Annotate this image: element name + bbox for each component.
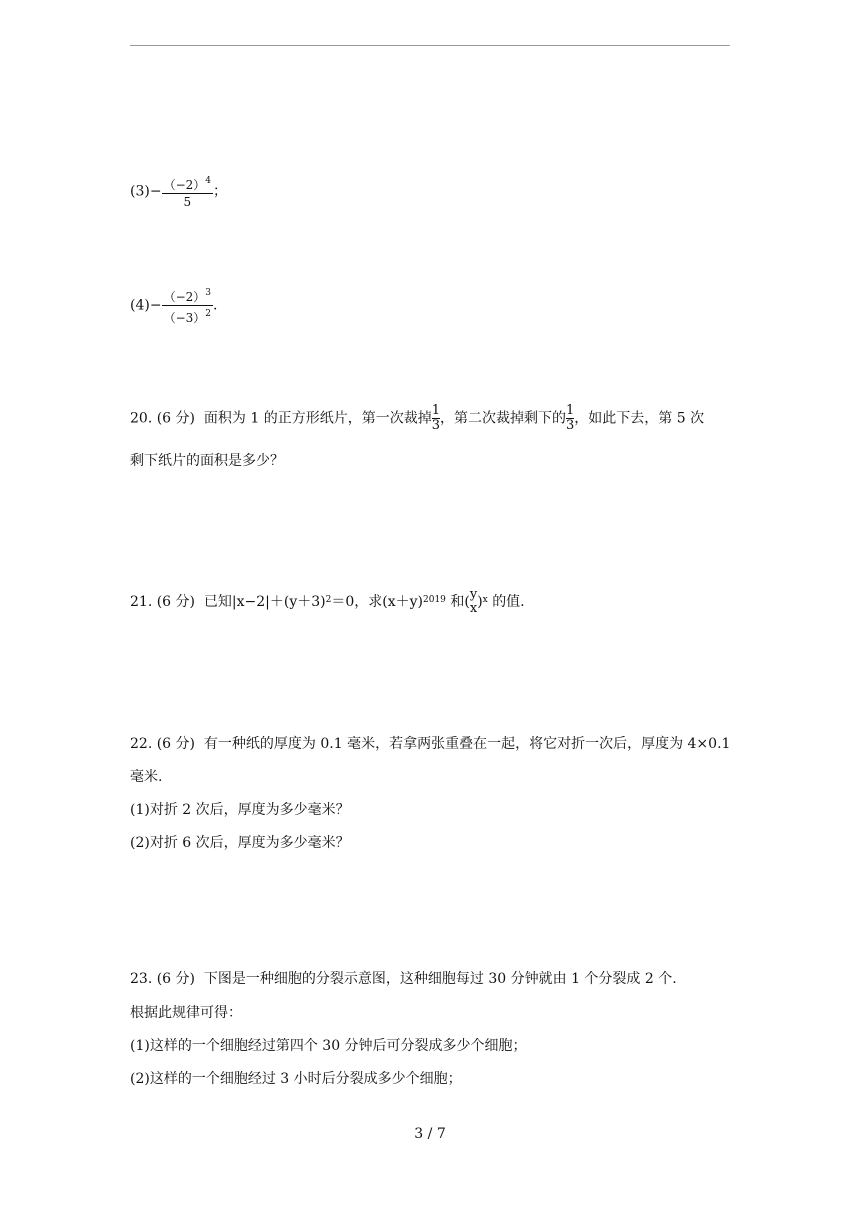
q19-part-3-numerator [162,173,213,194]
q19-part-4-fraction [162,285,213,326]
q19-part-3-tail: ； [213,183,227,200]
q21-exponent-a: 2 [325,595,332,605]
page-number [0,1126,860,1142]
q23-sub-1: (1)这样的一个细胞经过第四个 30 分钟后可分裂成多少个细胞； [130,1038,527,1054]
q19-part-4-num-exp: 3 [205,288,211,298]
q21-text-c: 和( [450,594,470,610]
q20-heading: 20. (6 分) [130,410,195,427]
q20-fraction-1 [432,404,440,433]
q19-part-4-numerator [162,285,213,306]
q19-part-3-num-exp: 4 [205,176,211,186]
q22-line-1: 有一种纸的厚度为 0.1 毫米，若拿两张重叠在一起，将它对折一次后，厚度为 4×0.1 [203,736,731,752]
q19-part-4-den-base: （−3） [163,311,206,325]
q22-heading: 22. (6 分) [130,736,195,752]
q19-part-4-den-exp: 2 [205,309,211,319]
q22-sub-2: (2)对折 6 次后，厚度为多少毫米？ [130,835,350,851]
page-total: 7 [436,1126,446,1142]
q19-part-3-fraction [162,173,213,210]
q20-fraction-2-den: 3 [566,418,575,433]
q20-fraction-1-den: 3 [431,418,440,433]
q21-text-e: 的值. [492,594,525,610]
q20-text-c: ，如此下去，第 5 次 [574,410,705,427]
question-21 [130,588,525,616]
page-current: 3 [414,1126,424,1142]
page-separator: / [427,1126,433,1142]
q20-fraction-2-num: 1 [566,403,575,418]
q20-fraction-1-num: 1 [431,403,440,418]
q19-part-3-num-base: （−2） [163,178,206,192]
q19-part-4-tail: . [213,297,218,314]
q23-sub-2: (2)这样的一个细胞经过 3 小时后分裂成多少个细胞； [130,1071,462,1087]
q21-exponent-b: 2019 [423,595,446,605]
q21-text-b: ＝0，求(x＋y) [331,594,423,610]
q23-line-2: 根据此规律可得： [130,1005,242,1021]
q22-sub-1: (1)对折 2 次后，厚度为多少毫米？ [130,802,350,818]
q21-text-d: ) [477,594,483,610]
q19-part-4-label: (4)− [130,297,162,314]
header-rule [130,45,730,46]
q21-text-a: 已知|x−2|＋(y＋3) [203,594,326,610]
question-20 [130,404,704,433]
q19-part-4-num-base: （−2） [163,290,206,304]
q21-fraction-num: y [469,587,478,602]
q20-text-a: 面积为 1 的正方形纸片，第一次裁掉 [203,410,432,427]
q19-part-4-denominator [162,306,213,326]
question-22 [130,733,730,755]
q21-heading: 21. (6 分) [130,594,195,610]
q19-part-3-denominator: 5 [183,195,192,209]
question-23 [130,968,677,990]
q19-part-3 [130,173,227,210]
q19-part-3-label: (3)− [130,183,162,200]
q21-exponent-c: x [482,595,488,605]
q23-heading: 23. (6 分) [130,971,195,987]
q23-line-1: 下图是一种细胞的分裂示意图，这种细胞每过 30 分钟就由 1 个分裂成 2 个. [203,971,677,987]
q22-line-2: 毫米. [130,769,163,785]
q21-fraction-den: x [469,601,478,616]
q19-part-4 [130,285,217,326]
q20-text-b: ，第二次裁掉剩下的 [440,410,566,427]
q20-line-2: 剩下纸片的面积是多少？ [130,453,284,469]
